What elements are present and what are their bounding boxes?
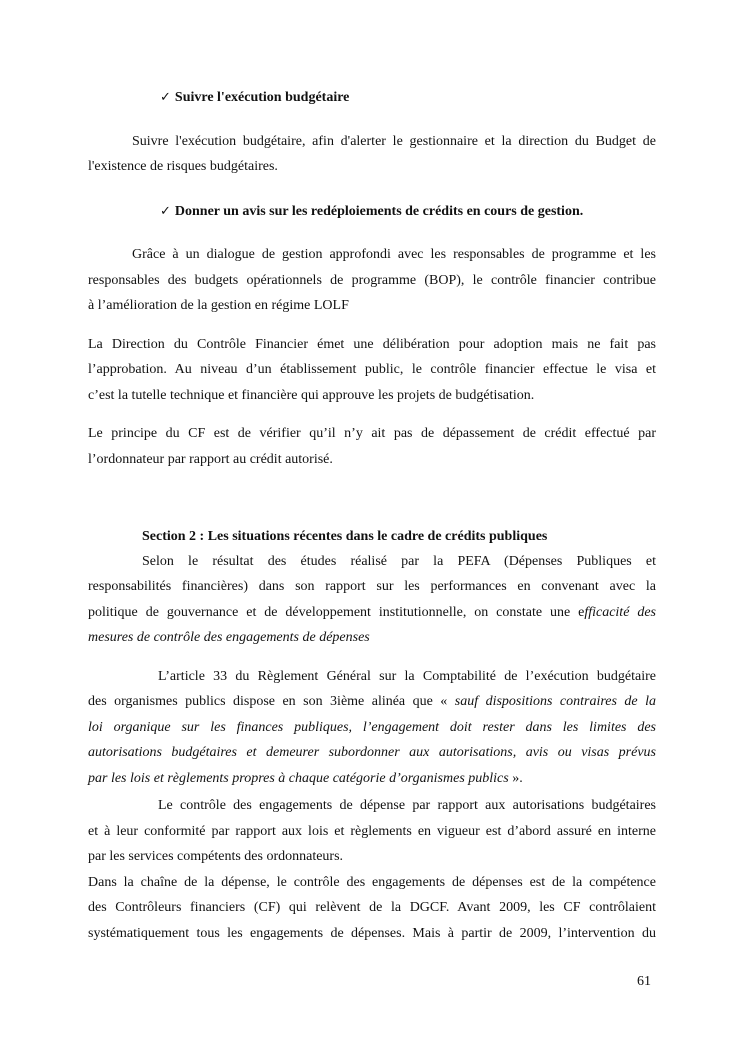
checkmark-icon: ✓ <box>160 90 171 105</box>
paragraph-line: systématiquement tous les engagements de dépenses. Mais à partir de 2009, l’intervention du <box>88 926 656 941</box>
paragraph-line <box>88 693 656 711</box>
paragraph-line: Selon le résultat des études réalisé par la PEFA (Dépenses Publiques et <box>142 554 656 569</box>
paragraph-line <box>88 770 523 788</box>
bullet-heading-text: Suivre l'exécution budgétaire <box>174 90 350 105</box>
paragraph-line: l’ordonnateur par rapport au crédit autorisé. <box>88 452 333 467</box>
section-title: Section 2 : Les situations récentes dans le cadre de crédits publiques <box>142 529 548 544</box>
paragraph-line: Grâce à un dialogue de gestion approfondi avec les responsables de programme et les <box>132 247 656 262</box>
checkmark-icon: ✓ <box>160 204 171 219</box>
text-run: des organismes publics dispose en son 3ième alinéa que « <box>88 694 455 709</box>
paragraph-line: loi organique sur les finances publiques, l’engagement doit rester dans les limites des <box>88 720 656 735</box>
page-number: 61 <box>637 974 651 989</box>
paragraph-line: l’approbation. Au niveau d’un établissement public, le contrôle financier effectue le visa et <box>88 362 656 377</box>
paragraph-line: l'existence de risques budgétaires. <box>88 159 278 174</box>
bullet-heading-2 <box>160 203 583 221</box>
bullet-heading-1 <box>160 89 349 107</box>
paragraph-line: L’article 33 du Règlement Général sur la Comptabilité de l’exécution budgétaire <box>158 669 656 684</box>
paragraph-line: responsables des budgets opérationnels de programme (BOP), le contrôle financier contribue <box>88 273 656 288</box>
paragraph-line: responsabilités financières) dans son rapport sur les performances en convenant avec la <box>88 579 656 594</box>
paragraph-line: des Contrôleurs financiers (CF) qui relèvent de la DGCF. Avant 2009, les CF contrôlaient <box>88 900 656 915</box>
paragraph-line: par les services compétents des ordonnateurs. <box>88 849 344 864</box>
paragraph-line: et à leur conformité par rapport aux lois et règlements en vigueur est d’abord assuré en interne <box>88 824 656 839</box>
paragraph-line: mesures de contrôle des engagements de dépenses <box>88 630 370 645</box>
paragraph-line: La Direction du Contrôle Financier émet une délibération pour adoption mais ne fait pas <box>88 337 656 352</box>
paragraph-line: Le contrôle des engagements de dépense par rapport aux autorisations budgétaires <box>158 798 656 813</box>
paragraph-line: Le principe du CF est de vérifier qu’il n’y ait pas de dépassement de crédit effectué par <box>88 426 656 441</box>
paragraph-line: Suivre l'exécution budgétaire, afin d'alerter le gestionnaire et la direction du Budget de <box>132 134 656 149</box>
paragraph-line: à l’amélioration de la gestion en régime LOLF <box>88 298 349 313</box>
bullet-heading-text: Donner un avis sur les redéploiements de crédits en cours de gestion. <box>174 204 584 219</box>
paragraph-line: autorisations budgétaires et demeurer subordonner aux autorisations, avis ou visas prévus <box>88 745 656 760</box>
paragraph-line: c’est la tutelle technique et financière qui approuve les projets de budgétisation. <box>88 388 535 403</box>
text-run: ». <box>508 771 523 786</box>
text-run: politique de gouvernance et de développement institutionnelle, on constate une e <box>88 605 585 620</box>
paragraph-line: Dans la chaîne de la dépense, le contrôle des engagements de dépenses est de la compétence <box>88 875 656 890</box>
paragraph-line <box>88 604 656 622</box>
text-run-italic: par les lois et règlements propres à chaque catégorie d’organismes publics <box>88 771 509 786</box>
text-run-italic: fficacité des <box>584 605 656 620</box>
text-run-italic: sauf dispositions contraires de la <box>454 694 656 709</box>
